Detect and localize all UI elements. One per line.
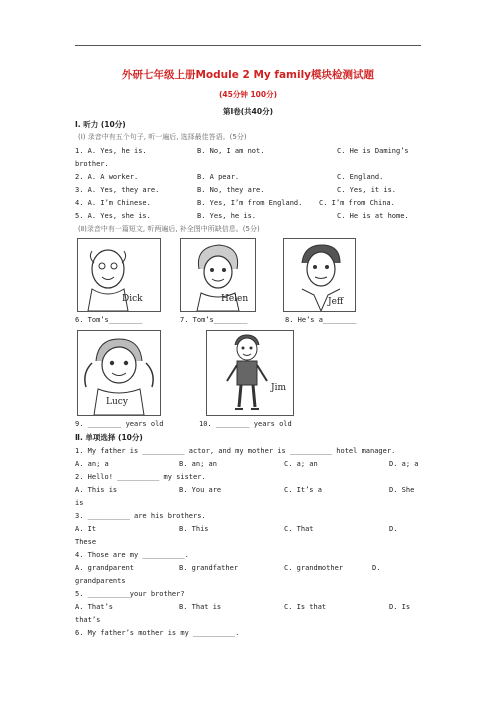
picture-dick bbox=[77, 238, 161, 312]
jim-drawing bbox=[207, 331, 293, 415]
c-q4-c: C. grandmother bbox=[284, 564, 344, 572]
name-jim: Jim bbox=[271, 383, 287, 393]
name-dick: Dick bbox=[122, 294, 143, 304]
c-q1-a: A. an; a bbox=[75, 460, 109, 468]
l-q5-a: 5. A. Yes, she is. bbox=[75, 212, 151, 220]
picture-jim bbox=[206, 330, 294, 416]
c-q5-d: D. Is bbox=[389, 603, 411, 611]
listening-part2-instruction: (Ⅱ)录音中有一篇短文, 听两遍后, 补全图中所缺信息。(5分) bbox=[78, 225, 260, 233]
c-q4-d: D. bbox=[372, 564, 381, 572]
c-q3-d: D. bbox=[389, 525, 398, 533]
c-q1-stem: 1. My father is __________ actor, and my mother is __________ hotel manager. bbox=[75, 447, 396, 455]
l-q3-b: B. No, they are. bbox=[197, 186, 265, 194]
choice-heading: Ⅱ. 单项选择 (10分) bbox=[75, 433, 143, 442]
c-q3-stem: 3. __________ are his brothers. bbox=[75, 512, 206, 520]
dick-drawing bbox=[78, 239, 160, 311]
c-q2-b: B. You are bbox=[179, 486, 222, 494]
l-q1-a: 1. A. Yes, he is. bbox=[75, 147, 147, 155]
c-q3-b: B. This bbox=[179, 525, 209, 533]
l-q4-a: 4. A. I’m Chinese. bbox=[75, 199, 151, 207]
time-score: (45分钟 100分) bbox=[218, 90, 278, 99]
listening-heading: Ⅰ. 听力 (10分) bbox=[75, 120, 126, 129]
c-q3-c: C. That bbox=[284, 525, 314, 533]
l-q5-b: B. Yes, he is. bbox=[197, 212, 257, 220]
l-q4-c: C. I’m from China. bbox=[319, 199, 395, 207]
l-q3-a: 3. A. Yes, they are. bbox=[75, 186, 160, 194]
c-q5-a: A. That’s bbox=[75, 603, 113, 611]
c-q5-c: C. Is that bbox=[284, 603, 327, 611]
fill-q8: 8. He’s a________ bbox=[285, 316, 357, 324]
c-q1-c: C. a; an bbox=[284, 460, 318, 468]
c-q2-stem: 2. Hello! __________ my sister. bbox=[75, 473, 206, 481]
fill-q7: 7. Tom’s________ bbox=[180, 316, 248, 324]
c-q2-d: D. She bbox=[389, 486, 415, 494]
c-q4-a: A. grandparent bbox=[75, 564, 135, 572]
l-q2-b: B. A pear. bbox=[197, 173, 240, 181]
c-q4-stem: 4. Those are my __________. bbox=[75, 551, 189, 559]
listening-part1-instruction: (Ⅰ) 录音中有五个句子, 听一遍后, 选择最佳答语。(5分) bbox=[78, 133, 247, 141]
c-q5-cont: that’s bbox=[75, 616, 101, 624]
l-q3-c: C. Yes, it is. bbox=[337, 186, 397, 194]
picture-lucy bbox=[77, 330, 161, 416]
name-lucy: Lucy bbox=[106, 397, 128, 407]
c-q3-cont: These bbox=[75, 538, 97, 546]
volume-heading: 第Ⅰ卷(共40分) bbox=[222, 107, 274, 116]
l-q1-b: B. No, I am not. bbox=[197, 147, 265, 155]
top-rule bbox=[75, 45, 421, 46]
c-q2-cont: is bbox=[75, 499, 84, 507]
name-jeff: Jeff bbox=[328, 297, 344, 307]
c-q1-b: B. an; an bbox=[179, 460, 217, 468]
fill-q9: 9. ________ years old bbox=[75, 420, 164, 428]
c-q3-a: A. It bbox=[75, 525, 97, 533]
l-q4-b: B. Yes, I’m from England. bbox=[197, 199, 303, 207]
page-title: 外研七年级上册Module 2 My family模块检测试题 bbox=[121, 69, 375, 81]
picture-jeff bbox=[283, 238, 356, 312]
l-q5-c: C. He is at home. bbox=[337, 212, 409, 220]
c-q4-b: B. grandfather bbox=[179, 564, 239, 572]
l-q1-cont: brother. bbox=[75, 160, 109, 168]
fill-q6: 6. Tom’s________ bbox=[75, 316, 143, 324]
jeff-drawing bbox=[284, 239, 355, 311]
c-q5-stem: 5. __________your brother? bbox=[75, 590, 185, 598]
l-q2-c: C. England. bbox=[337, 173, 384, 181]
c-q5-b: B. That is bbox=[179, 603, 222, 611]
c-q4-cont: grandparents bbox=[75, 577, 126, 585]
l-q1-c: C. He is Daming’s bbox=[337, 147, 409, 155]
c-q2-a: A. This is bbox=[75, 486, 118, 494]
fill-q10: 10. ________ years old bbox=[199, 420, 292, 428]
picture-helen bbox=[180, 238, 256, 312]
c-q1-d: D. a; a bbox=[389, 460, 419, 468]
c-q6-stem: 6. My father’s mother is my __________. bbox=[75, 629, 240, 637]
c-q2-c: C. It’s a bbox=[284, 486, 322, 494]
l-q2-a: 2. A. A worker. bbox=[75, 173, 139, 181]
name-helen: Helen bbox=[221, 294, 249, 304]
